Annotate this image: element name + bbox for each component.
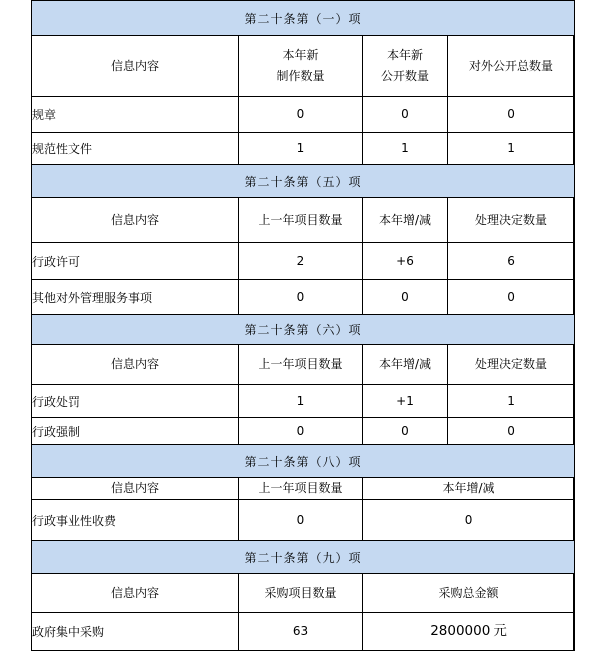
disclosure-table — [31, 0, 575, 651]
amount-cell — [363, 613, 575, 651]
row-label: 规章 — [32, 97, 239, 133]
section-title: 第二十条第（八）项 — [32, 445, 575, 478]
column-header: 本年新 公开数量 — [363, 36, 448, 97]
column-header: 采购总金额 — [363, 574, 575, 613]
cell-value: 0 — [363, 418, 448, 445]
amount-value: 2800000 — [430, 623, 491, 639]
table-row — [32, 613, 575, 651]
section-header-row — [32, 445, 575, 478]
row-label: 政府集中采购 — [32, 613, 239, 651]
table-row — [32, 385, 575, 418]
column-header: 上一年项目数量 — [239, 478, 363, 500]
column-header: 上一年项目数量 — [239, 198, 363, 243]
cell-value: 1 — [363, 133, 448, 165]
cell-value: 63 — [239, 613, 363, 651]
column-header: 上一年项目数量 — [239, 345, 363, 385]
column-header: 对外公开总数量 — [448, 36, 575, 97]
cell-value: 0 — [239, 97, 363, 133]
column-header: 采购项目数量 — [239, 574, 363, 613]
row-label: 行政处罚 — [32, 385, 239, 418]
column-header: 本年增/减 — [363, 198, 448, 243]
row-label: 规范性文件 — [32, 133, 239, 165]
column-header: 处理决定数量 — [448, 345, 575, 385]
section-title: 第二十条第（一）项 — [32, 1, 575, 36]
cell-value: 6 — [448, 243, 575, 280]
section-title: 第二十条第（六）项 — [32, 315, 575, 345]
cell-value: 0 — [363, 280, 448, 315]
cell-value: 0 — [239, 280, 363, 315]
row-label: 其他对外管理服务事项 — [32, 280, 239, 315]
table-row — [32, 243, 575, 280]
row-label: 行政强制 — [32, 418, 239, 445]
cell-value: 0 — [239, 500, 363, 541]
table-row — [32, 500, 575, 541]
cell-value: 0 — [448, 418, 575, 445]
column-header: 本年增/减 — [363, 478, 575, 500]
column-header: 本年增/减 — [363, 345, 448, 385]
column-header-row — [32, 478, 575, 500]
section-title: 第二十条第（五）项 — [32, 165, 575, 198]
table-row — [32, 133, 575, 165]
column-header-row — [32, 345, 575, 385]
column-header-row — [32, 36, 575, 97]
row-label: 行政事业性收费 — [32, 500, 239, 541]
section-header-row — [32, 541, 575, 574]
section-title: 第二十条第（九）项 — [32, 541, 575, 574]
cell-value: 1 — [239, 133, 363, 165]
table-row — [32, 97, 575, 133]
column-header: 信息内容 — [32, 36, 239, 97]
column-header: 信息内容 — [32, 198, 239, 243]
section-header-row — [32, 1, 575, 36]
column-header: 处理决定数量 — [448, 198, 575, 243]
cell-value: 1 — [448, 385, 575, 418]
cell-value: +6 — [363, 243, 448, 280]
cell-value: 0 — [448, 97, 575, 133]
row-label: 行政许可 — [32, 243, 239, 280]
column-header: 信息内容 — [32, 574, 239, 613]
column-header-row — [32, 198, 575, 243]
column-header-row — [32, 574, 575, 613]
cell-value: 0 — [363, 97, 448, 133]
cell-value: 1 — [448, 133, 575, 165]
column-header: 信息内容 — [32, 478, 239, 500]
cell-value: 1 — [239, 385, 363, 418]
cell-value: 0 — [239, 418, 363, 445]
cell-value: 2 — [239, 243, 363, 280]
cell-value: +1 — [363, 385, 448, 418]
section-header-row — [32, 165, 575, 198]
column-header: 信息内容 — [32, 345, 239, 385]
cell-value: 0 — [448, 280, 575, 315]
amount-unit: 元 — [493, 623, 507, 639]
table-row — [32, 418, 575, 445]
table-row — [32, 280, 575, 315]
cell-value: 0 — [363, 500, 575, 541]
section-header-row — [32, 315, 575, 345]
column-header: 本年新 制作数量 — [239, 36, 363, 97]
